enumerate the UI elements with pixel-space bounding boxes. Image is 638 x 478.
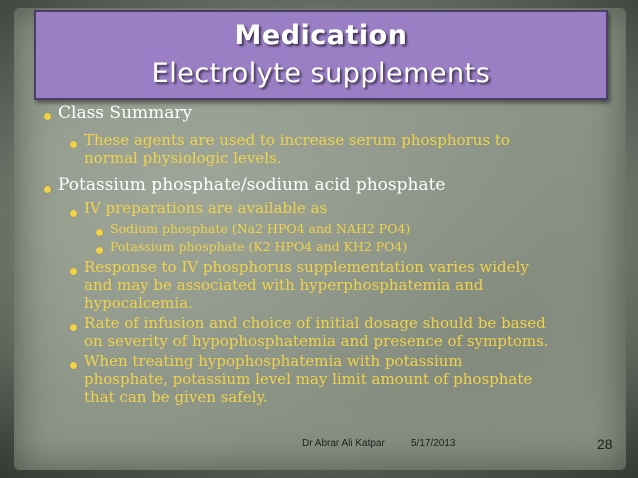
bullet-icon <box>70 324 77 331</box>
bullet-response-line: hypocalcemia. <box>84 294 193 312</box>
bullet-icon <box>44 186 51 193</box>
bullet-icon <box>96 229 103 236</box>
bullet-treating-line: When treating hypophosphatemia with potassium <box>84 352 463 370</box>
bullet-response-line: Response to IV phosphorus supplementation varies widely <box>84 258 529 276</box>
bullet-icon <box>70 210 77 217</box>
bullet-agents-line: normal physiologic levels. <box>84 149 282 167</box>
bullet-rate-line: Rate of infusion and choice of initial dosage should be based <box>84 314 546 332</box>
bullet-icon <box>70 141 77 148</box>
bullet-sodium-phosphate: Sodium phosphate (Na2 HPO4 and NAH2 PO4) <box>110 221 411 236</box>
bullet-potassium-phosphate: Potassium phosphate/sodium acid phosphate <box>58 175 446 195</box>
bullet-iv-preparations: IV preparations are available as <box>84 199 328 217</box>
footer-author: Dr Abrar Ali Katpar <box>302 438 385 449</box>
bullet-treating-line: phosphate, potassium level may limit amount of phosphate <box>84 370 533 388</box>
slide-subtitle: Electrolyte supplements <box>151 58 491 89</box>
bullet-icon <box>70 268 77 275</box>
bullet-response-line: and may be associated with hyperphosphatemia and <box>84 276 484 294</box>
bullet-rate-line: on severity of hypophosphatemia and presence of symptoms. <box>84 332 549 350</box>
bullet-icon <box>44 113 51 120</box>
bullet-treating-line: that can be given safely. <box>84 388 268 406</box>
footer-date: 5/17/2013 <box>411 438 456 449</box>
bullet-icon <box>96 247 103 254</box>
bullet-potassium-phosphate-detail: Potassium phosphate (K2 HPO4 and KH2 PO4) <box>110 239 408 254</box>
slide-title: Medication <box>234 20 408 51</box>
bullet-icon <box>70 362 77 369</box>
bullet-class-summary: Class Summary <box>58 103 193 123</box>
page-number: 28 <box>597 436 613 452</box>
bullet-agents-line: These agents are used to increase serum phosphorus to <box>84 131 510 149</box>
